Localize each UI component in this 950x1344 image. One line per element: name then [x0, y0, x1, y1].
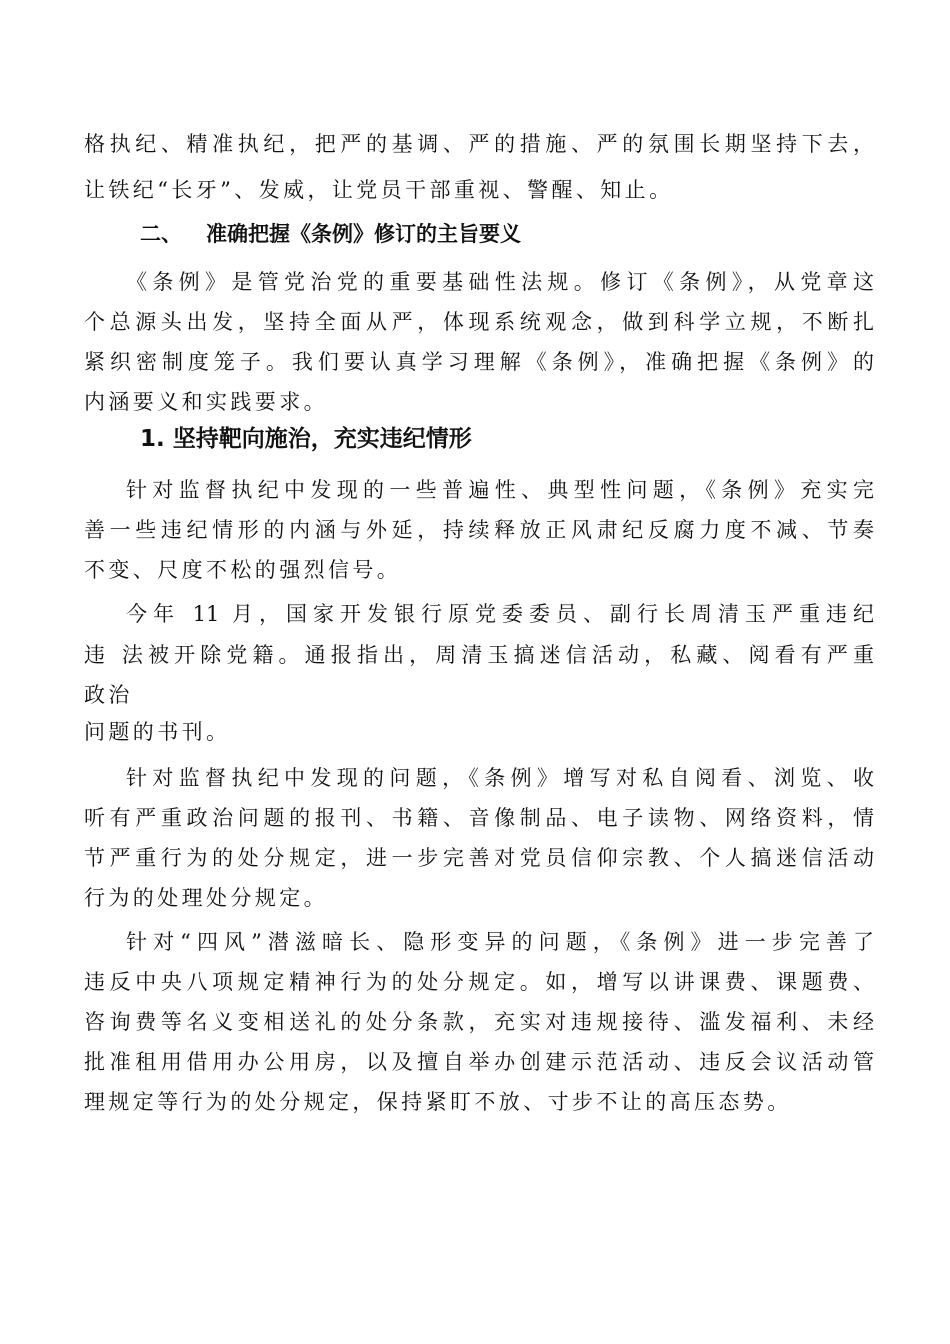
paragraph-line: 咨询费等名义变相送礼的处分条款，充实对违规接待、滥发福利、未经 [84, 1010, 874, 1034]
section-heading [140, 220, 521, 248]
paragraph-line: 今年 11 月，国家开发银行原党委委员、副行长周清玉严重违纪 [126, 602, 874, 626]
paragraph-line: 不变、尺度不松的强烈信号。 [84, 558, 402, 582]
paragraph-line: 理规定等行为的处分规定，保持紧盯不放、寸步不让的高压态势。 [84, 1090, 792, 1114]
paragraph-line: 个总源头出发，坚持全面从严，体现系统观念，做到科学立规，不断扎 [84, 310, 874, 334]
section-title: 准确把握《条例》修订的主旨要义 [206, 222, 521, 246]
paragraph-line: 《条例》是管党治党的重要基础性法规。修订《条例》，从党章这 [126, 270, 874, 294]
paragraph-line: 让铁纪“长牙”、发威，让党员干部重视、警醒、知止。 [84, 178, 674, 202]
paragraph-line: 格执纪、精准执纪，把严的基调、严的措施、严的氛围长期坚持下去， [84, 132, 874, 156]
paragraph-line: 听有严重政治问题的报刊、书籍、音像制品、电子读物、网络资料，情 [84, 806, 874, 830]
paragraph-line: 违 法被开除党籍。通报指出，周清玉搞迷信活动，私藏、阅看有严重 [84, 643, 874, 667]
paragraph-line: 针对“四风”潜滋暗长、隐形变异的问题，《条例》进一步完善了 [126, 930, 874, 954]
paragraph-line: 违反中央八项规定精神行为的处分规定。如，增写以讲课费、课题费、 [84, 970, 874, 994]
paragraph-line: 针对监督执纪中发现的一些普遍性、典型性问题，《条例》充实完 [126, 478, 874, 502]
paragraph-line: 行为的处理处分规定。 [84, 886, 328, 910]
paragraph-line: 批准租用借用办公用房，以及擅自举办创建示范活动、违反会议活动管 [84, 1050, 874, 1074]
section-number: 二、 [140, 222, 182, 246]
paragraph-line: 内涵要义和实践要求。 [84, 390, 328, 414]
paragraph-line: 问题的书刊。 [84, 720, 231, 744]
paragraph-line: 善一些违纪情形的内涵与外延，持续释放正风肃纪反腐力度不减、节奏 [84, 518, 874, 542]
paragraph-line: 针对监督执纪中发现的问题，《条例》增写对私自阅看、浏览、收 [126, 766, 874, 790]
paragraph-line: 紧织密制度笼子。我们要认真学习理解《条例》，准确把握《条例》的 [84, 350, 874, 374]
paragraph-line: 节严重行为的处分规定，进一步完善对党员信仰宗教、个人搞迷信活动 [84, 846, 874, 870]
paragraph-line: 政治 [84, 683, 133, 707]
subsection-heading: 1. 坚持靶向施治，充实违纪情形 [140, 426, 472, 452]
